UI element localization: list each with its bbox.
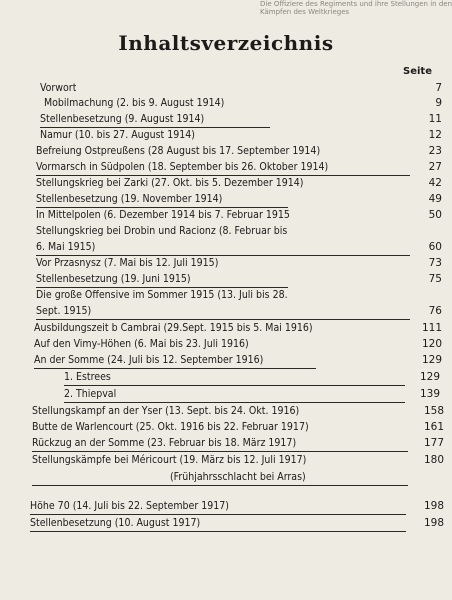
toc-entry-page-number: 49	[428, 193, 442, 205]
toc-entry-page-number: 7	[435, 82, 442, 94]
toc-entry-title: Stellungskrieg bei Drobin und Racionz (8. Februar bis	[36, 225, 288, 237]
toc-entry-page-number: 76	[428, 305, 442, 317]
toc-entry-title: Stellenbesetzung (10. August 1917)	[30, 517, 201, 529]
toc-entry	[0, 209, 452, 223]
toc-entry	[0, 129, 452, 143]
toc-entry-title: Vormarsch in Südpolen (18. September bis 26. Oktober 1914)	[36, 161, 329, 173]
toc-entry-page-number: 198	[423, 517, 444, 529]
toc-entry	[0, 322, 452, 336]
toc-entry-page-number: 73	[428, 257, 442, 269]
toc-entry-title: Butte de Warlencourt (25. Okt. 1916 bis 22. Februar 1917)	[32, 421, 309, 433]
toc-rule-line	[40, 127, 270, 128]
toc-entry	[0, 405, 452, 419]
toc-entry	[0, 371, 452, 385]
toc-entry-page-number: 129	[419, 371, 440, 383]
toc-entry-title: Rückzug an der Somme (23. Februar bis 18. März 1917)	[32, 437, 297, 449]
toc-entry-page-number: 42	[428, 177, 442, 189]
toc-entry	[0, 177, 452, 191]
toc-entry-page-number: 180	[423, 454, 444, 466]
toc-entry	[0, 257, 452, 271]
toc-entry	[0, 454, 452, 468]
toc-entry-page-number: 9	[435, 97, 442, 109]
toc-entry	[0, 437, 452, 451]
toc-entry-page-number: 27	[428, 161, 442, 173]
toc-entry	[0, 225, 452, 239]
toc-entry-page-number: 198	[423, 500, 444, 512]
page-title: Inhaltsverzeichnis	[118, 31, 334, 55]
toc-entry-page-number: 177	[423, 437, 444, 449]
toc-entry-page-number: 120	[421, 338, 442, 350]
toc-rule-line	[34, 368, 316, 369]
toc-entry	[0, 161, 452, 175]
toc-entry-title: (Frühjahrsschlacht bei Arras)	[170, 471, 306, 483]
toc-rule-line	[36, 255, 410, 256]
toc-entry	[0, 113, 452, 127]
toc-entry-title: 2. Thiepval	[64, 388, 117, 400]
toc-entry-title: Stellungskampf an der Yser (13. Sept. bis 24. Okt. 1916)	[32, 405, 300, 417]
toc-entry	[0, 289, 452, 303]
toc-entry-title: Die große Offensive im Sommer 1915 (13. Juli bis 28.	[36, 289, 288, 301]
toc-entry-title: Stellenbesetzung (19. Juni 1915)	[36, 273, 191, 285]
toc-entry	[0, 82, 452, 96]
toc-entry	[0, 388, 452, 402]
toc-entry-title: Sept. 1915)	[36, 305, 92, 317]
toc-rule-line	[30, 531, 406, 532]
toc-rule-line	[64, 402, 405, 403]
toc-rule-line	[32, 451, 408, 452]
toc-entry	[0, 338, 452, 352]
toc-entry	[0, 421, 452, 435]
toc-entry	[0, 145, 452, 159]
toc-entry	[0, 471, 452, 485]
toc-entry	[0, 305, 452, 319]
toc-entry	[0, 517, 452, 531]
toc-entry-page-number: 11	[428, 113, 442, 125]
toc-entry-page-number: 12	[428, 129, 442, 141]
previous-page-text-fragment: Die Offiziere des Regiments und ihre Stellungen in den Kämpfen des Weltkrieges	[260, 0, 452, 16]
toc-rule-line	[32, 485, 408, 486]
toc-entry-page-number: 158	[423, 405, 444, 417]
toc-entry-title: Stellungskrieg bei Zarki (27. Okt. bis 5. Dezember 1914)	[36, 177, 304, 189]
toc-entry-page-number: 111	[421, 322, 442, 334]
toc-entry-page-number: 50	[428, 209, 442, 221]
toc-entry	[0, 97, 452, 111]
toc-entry-title: An der Somme (24. Juli bis 12. September 1916)	[34, 354, 264, 366]
toc-entry-page-number: 129	[421, 354, 442, 366]
toc-entry-title: Vorwort	[40, 82, 77, 94]
toc-rule-line	[36, 287, 288, 288]
toc-entry-title: Befreiung Ostpreußens (28 August bis 17. September 1914)	[36, 145, 321, 157]
toc-rule-line	[64, 385, 405, 386]
toc-entry	[0, 500, 452, 514]
toc-entry-title: In Mittelpolen (6. Dezember 1914 bis 7. Februar 1915	[36, 209, 290, 221]
toc-entry-title: Auf den Vimy-Höhen (6. Mai bis 23. Juli 1916)	[34, 338, 249, 350]
toc-rule-line	[36, 207, 288, 208]
toc-rule-line	[36, 319, 410, 320]
toc-entry-title: 6. Mai 1915)	[36, 241, 96, 253]
toc-entry	[0, 193, 452, 207]
toc-entry-title: 1. Estrees	[64, 371, 111, 383]
toc-entry-title: Namur (10. bis 27. August 1914)	[40, 129, 195, 141]
toc-entry-page-number: 23	[428, 145, 442, 157]
toc-entry-title: Stellenbesetzung (19. November 1914)	[36, 193, 223, 205]
toc-entry-title: Stellungskämpfe bei Méricourt (19. März bis 12. Juli 1917)	[32, 454, 307, 466]
toc-entry-page-number: 139	[419, 388, 440, 400]
toc-entry-page-number: 75	[428, 273, 442, 285]
toc-entry-title: Höhe 70 (14. Juli bis 22. September 1917)	[30, 500, 229, 512]
toc-rule-line	[30, 514, 406, 515]
toc-entry-title: Vor Przasnysz (7. Mai bis 12. Juli 1915)	[36, 257, 219, 269]
toc-entry-title: Ausbildungszeit b Cambrai (29.Sept. 1915 bis 5. Mai 1916)	[34, 322, 313, 334]
page-column-label: Seite	[403, 66, 432, 77]
toc-entry-page-number: 161	[423, 421, 444, 433]
toc-entry	[0, 354, 452, 368]
toc-entry	[0, 273, 452, 287]
toc-entry-title: Stellenbesetzung (9. August 1914)	[40, 113, 205, 125]
toc-rule-line	[36, 175, 410, 176]
toc-entry-page-number: 60	[428, 241, 442, 253]
toc-entry	[0, 241, 452, 255]
toc-entry-title: Mobilmachung (2. bis 9. August 1914)	[44, 97, 225, 109]
